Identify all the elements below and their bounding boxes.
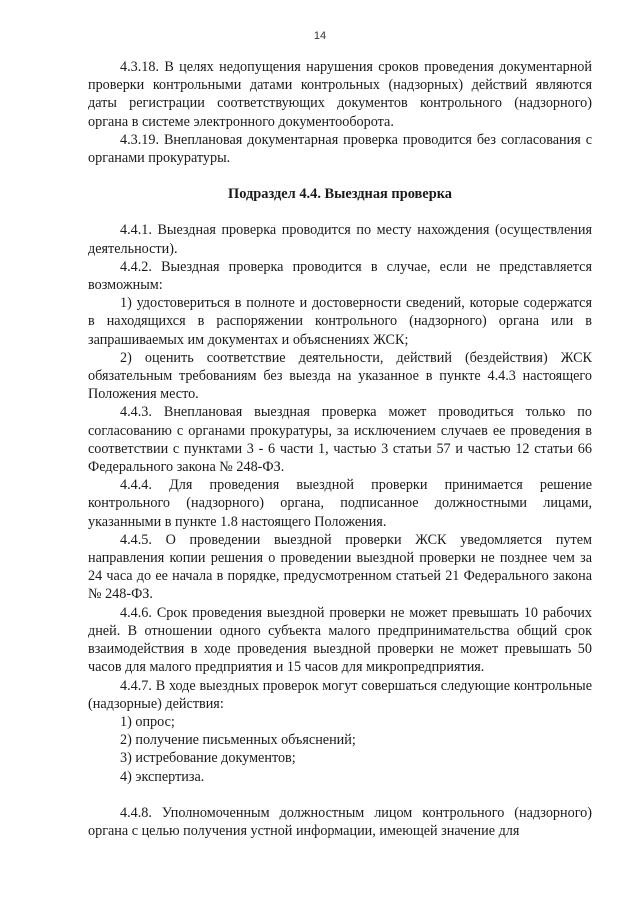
list-item-obyasneniya: 2) получение письменных объяснений; — [120, 732, 356, 749]
list-item-dokumenty: 3) истребование документов; — [120, 750, 296, 767]
paragraph-4-4-2: 4.4.2. Выездная проверка проводится в случае, если не представляется возможным: — [88, 258, 592, 294]
paragraph-4-4-3: 4.4.3. Внеплановая выездная проверка может проводиться только по согласованию с органами прокуратуры, за исключением случаев ее проведения в соответствии с пунктами 3 - 6 части 1, частью 3 статьи 57 и частью 12 статьи 66 Федерального закона № 248-ФЗ. — [88, 404, 592, 476]
paragraph-4-4-4: 4.4.4. Для проведения выездной проверки принимается решение контрольного (надзорного) органа, подписанное должностными лицами, указанными в пункте 1.8 настоящего Положения. — [88, 477, 592, 530]
spacer — [88, 786, 592, 804]
paragraph-4-3-19: 4.3.19. Внеплановая документарная проверка проводится без согласования с органами прокуратуры. — [88, 131, 592, 167]
paragraph-4-3-18: 4.3.18. В целях недопущения нарушения сроков проведения документарной проверки контрольными датами контрольных (надзорных) действий являются даты регистрации соответствующих документов контрольного (надзорного) органа в системе электронного документооборота. — [88, 59, 592, 130]
paragraph-4-4-2-item-2: 2) оценить соответствие деятельности, действий (бездействия) ЖСК обязательным требованиям без выезда на указанное в пункте 4.4.3 настоящего Положения место. — [88, 349, 592, 403]
page-number: 14 — [313, 30, 327, 42]
paragraph-4-4-1: 4.4.1. Выездная проверка проводится по месту нахождения (осуществления деятельности). — [88, 222, 592, 257]
paragraph-4-4-5: 4.4.5. О проведении выездной проверки ЖСК уведомляется путем направления копии решения о проведении выездной проверки не позднее чем за 24 часа до ее начала в порядке, предусмотренном статьей 21 Федерального закона № 248-ФЗ. — [88, 531, 592, 603]
list-item-opros: 1) опрос; — [120, 713, 175, 730]
section-heading: Подраздел 4.4. Выездная проверка — [228, 186, 452, 203]
paragraph-4-4-6: 4.4.6. Срок проведения выездной проверки не может превышать 10 рабочих дней. В отношении одного субъекта малого предпринимательства общий срок взаимодействия в ходе проведения выездной проверки не может превышать 50 часов для малого предприятия и 15 часов для микропредприятия. — [88, 604, 592, 676]
paragraph-4-4-2-item-1: 1) удостовериться в полноте и достоверности сведений, которые содержатся в находящихся в распоряжении контрольного (надзорного) органа или в запрашиваемых им документах и объяснениях ЖСК; — [88, 295, 592, 348]
paragraph-4-4-8: 4.4.8. Уполномоченным должностным лицом контрольного (надзорного) органа с целью получения устной информации, имеющей значение для — [88, 804, 592, 839]
document-body — [88, 58, 592, 840]
paragraph-4-4-7: 4.4.7. В ходе выездных проверок могут совершаться следующие контрольные (надзорные) действия: — [88, 677, 592, 712]
list-item-ekspertiza: 4) экспертиза. — [120, 768, 205, 785]
